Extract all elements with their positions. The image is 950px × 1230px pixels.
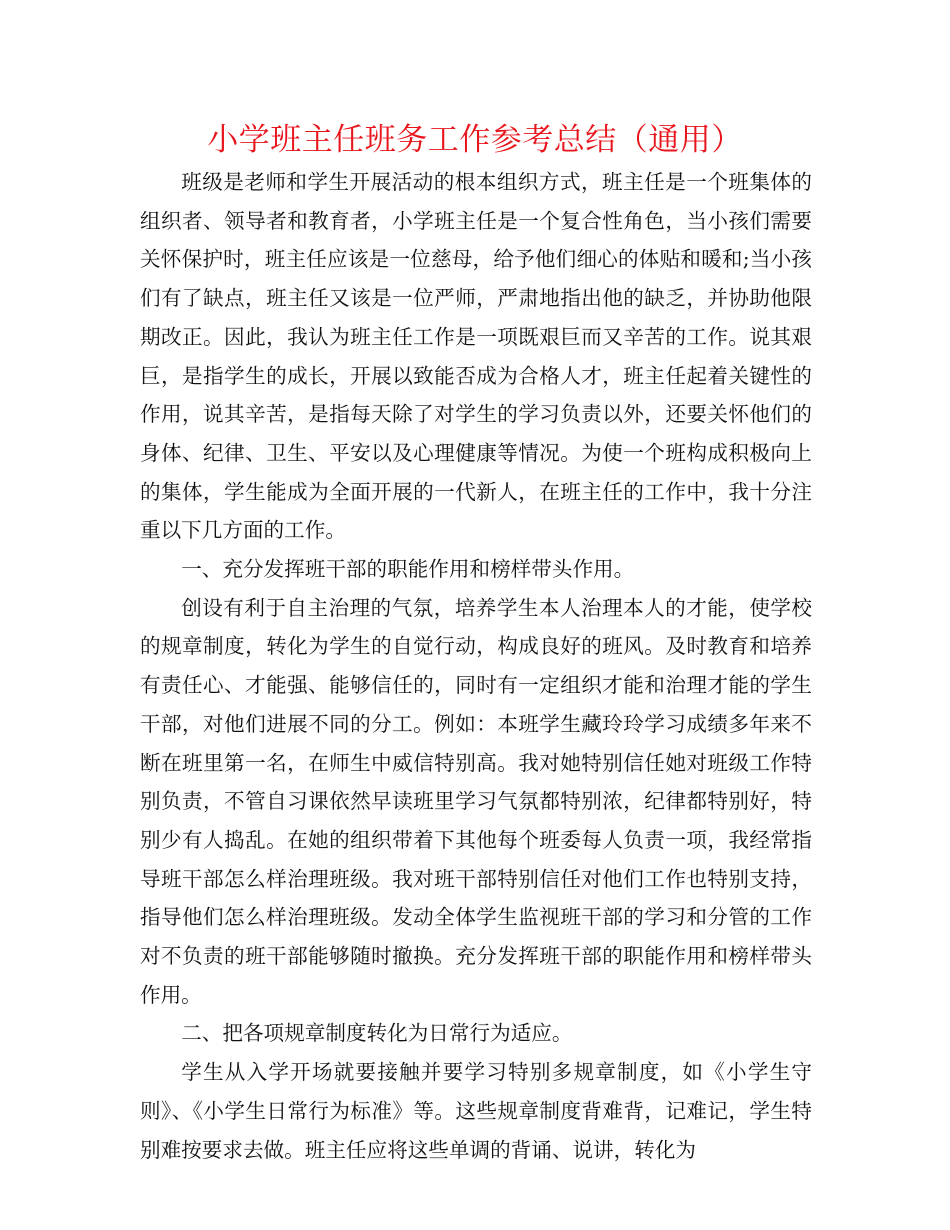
document-body — [140, 163, 812, 1169]
section-heading-1: 一、充分发挥班干部的职能作用和榜样带头作用。 — [181, 557, 635, 582]
paragraph-section-2: 学生从入学开场就要接触并要学习特别多规章制度，如《小学生守则》、《小学生日常行为标准》等。这些规章制度背难背，记难记，学生特别难按要求去做。班主任应将这些单调的背诵、说讲，转化为 — [140, 1060, 812, 1162]
document-title: 小学班主任班务工作参考总结（通用） — [207, 122, 743, 158]
paragraph-intro: 班级是老师和学生开展活动的根本组织方式，班主任是一个班集体的组织者、领导者和教育者，小学班主任是一个复合性角色，当小孩们需要关怀保护时，班主任应该是一位慈母，给予他们细心的体贴和暖和;当小孩们有了缺点，班主任又该是一位严师，严肃地指出他的缺乏，并协助他限期改正。因此，我认为班主任工作是一项既艰巨而又辛苦的工作。说其艰巨，是指学生的成长，开展以致能否成为合格人才，班主任起着关键性的作用，说其辛苦，是指每天除了对学生的学习负责以外，还要关怀他们的身体、纪律、卫生、平安以及心理健康等情况。为使一个班构成积极向上的集体，学生能成为全面开展的一代新人，在班主任的工作中，我十分注重以下几方面的工作。 — [140, 170, 812, 543]
section-heading-2: 二、把各项规章制度转化为日常行为适应。 — [181, 1021, 573, 1046]
paragraph-section-1: 创设有利于自主治理的气氛，培养学生本人治理本人的才能，使学校的规章制度，转化为学生的自觉行动，构成良好的班风。及时教育和培养有责任心、才能强、能够信任的，同时有一定组织才能和治理才能的学生干部，对他们进展不同的分工。例如：本班学生藏玲玲学习成绩多年来不断在班里第一名，在师生中威信特别高。我对她特别信任她对班级工作特别负责，不管自习课依然早读班里学习气氛都特别浓，纪律都特别好，特别少有人捣乱。在她的组织带着下其他每个班委每人负责一项，我经常指导班干部怎么样治理班级。我对班干部特别信任对他们工作也特别支持，指导他们怎么样治理班级。发动全体学生监视班干部的学习和分管的工作对不负责的班干部能够随时撤换。充分发挥班干部的职能作用和榜样带头作用。 — [140, 595, 812, 1007]
